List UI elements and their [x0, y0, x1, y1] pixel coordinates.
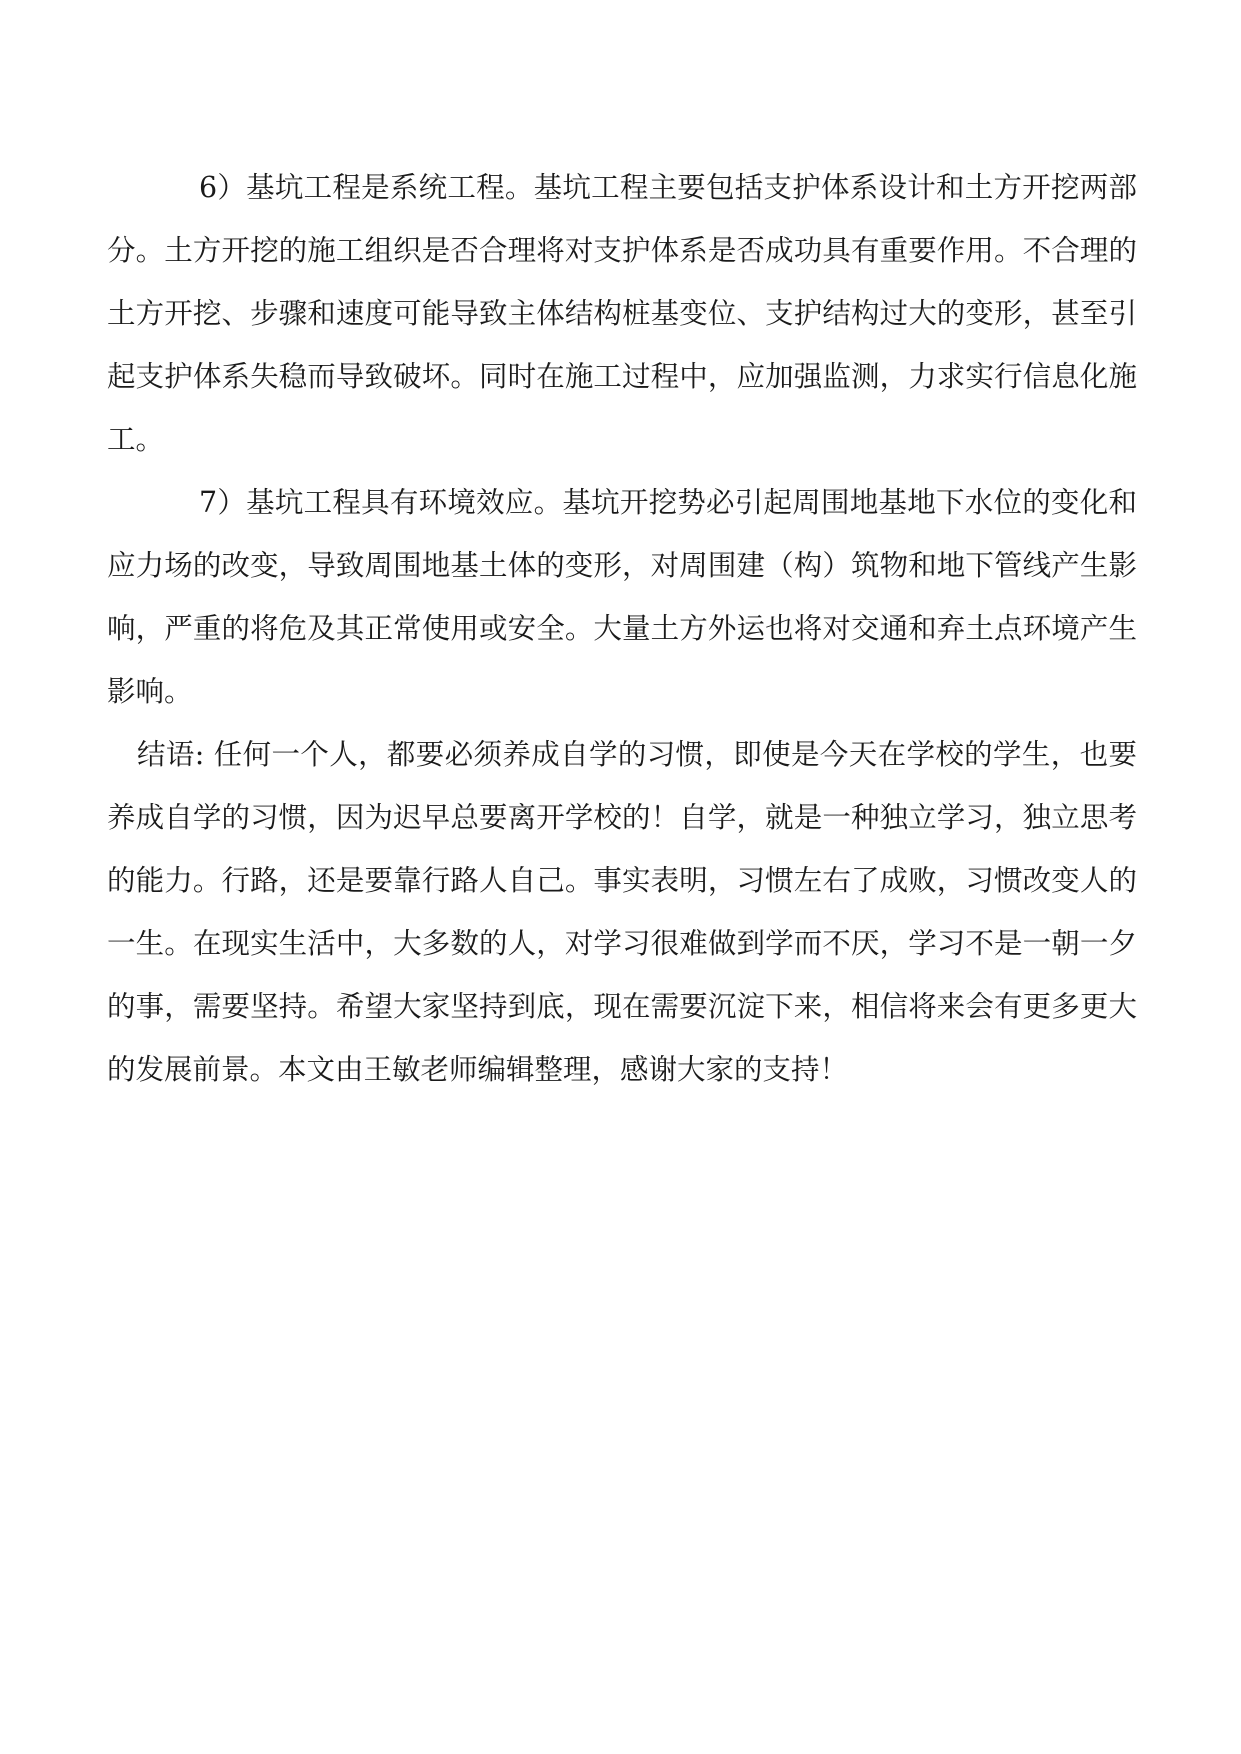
paragraph-item-7: 7）基坑工程具有环境效应。基坑开挖势必引起周围地基地下水位的变化和应力场的改变，导致周围地基土体的变形，对周围建（构）筑物和地下管线产生影响，严重的将危及其正常使用或安全。大量土方外运也将对交通和弃土点环境产生影响。 [107, 486, 1137, 708]
paragraph-conclusion: 结语: 任何一个人，都要必须养成自学的习惯，即使是今天在学校的学生，也要养成自学的习惯，因为迟早总要离开学校的！自学，就是一种独立学习，独立思考的能力。行路，还是要靠行路人自己。事实表明，习惯左右了成败，习惯改变人的一生。在现实生活中，大多数的人，对学习很难做到学而不厌，学习不是一朝一夕的事，需要坚持。希望大家坚持到底，现在需要沉淀下来，相信将来会有更多更大的发展前景。本文由王敏老师编辑整理，感谢大家的支持！ [107, 738, 1137, 1086]
paragraph-item-6: 6）基坑工程是系统工程。基坑工程主要包括支护体系设计和土方开挖两部分。土方开挖的施工组织是否合理将对支护体系是否成功具有重要作用。不合理的土方开挖、步骤和速度可能导致主体结构桩基变位、支护结构过大的变形，甚至引起支护体系失稳而导致破坏。同时在施工过程中，应加强监测，力求实行信息化施工。 [107, 171, 1137, 456]
